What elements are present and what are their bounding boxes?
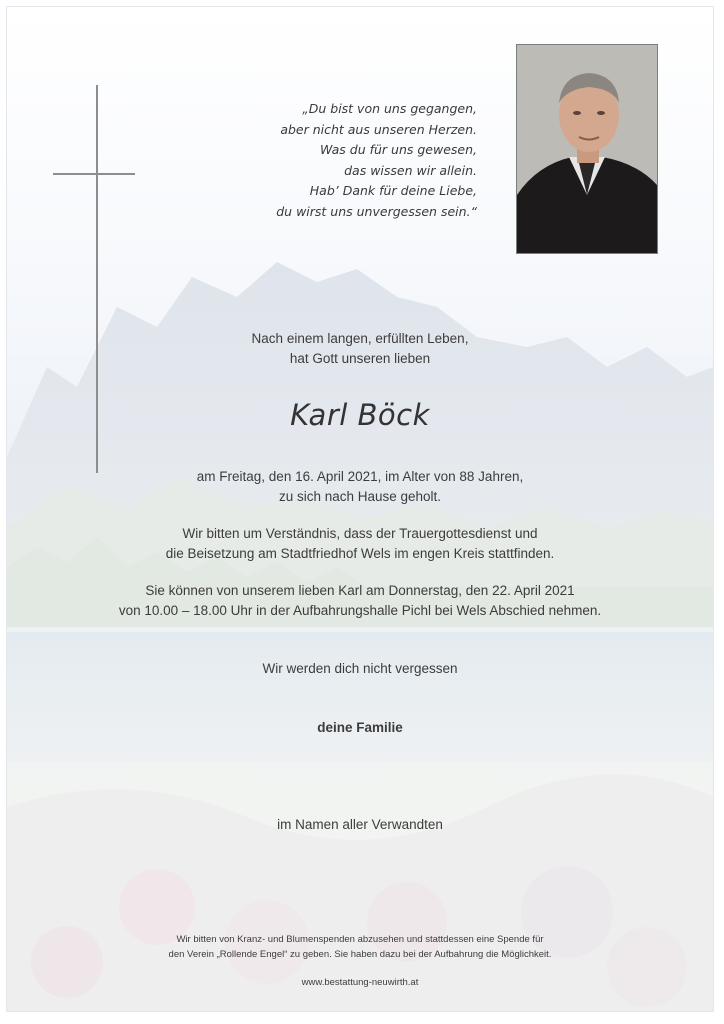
poem-line: „Du bist von uns gegangen, — [302, 101, 477, 116]
funeral-line: Wir bitten um Verständnis, dass der Trauergottesdienst und — [182, 526, 538, 541]
death-line: am Freitag, den 16. April 2021, im Alter von 88 Jahren, — [196, 469, 524, 484]
website-link: www.bestattung-neuwirth.at — [301, 977, 419, 988]
poem-line: das wissen wir allein. — [344, 162, 477, 178]
viewing-line: von 10.00 – 18.00 Uhr in der Aufbahrungshalle Pichl bei Wels Abschied nehmen. — [118, 603, 602, 618]
memorial-poem — [207, 99, 477, 223]
intro-line: Nach einem langen, erfüllten Leben, — [251, 331, 469, 346]
funeral-line: die Beisetzung am Stadtfriedhof Wels im engen Kreis stattfinden. — [165, 546, 555, 561]
poem-line: aber nicht aus unseren Herzen. — [280, 121, 477, 137]
relatives-line: im Namen aller Verwandten — [277, 817, 443, 832]
poem-line: du wirst uns unvergessen sein.“ — [276, 203, 477, 219]
donation-line: den Verein „Rollende Engel“ zu geben. Sie haben dazu bei der Aufbahrung die Möglichkeit. — [168, 949, 552, 960]
poem-line: Hab’ Dank für deine Liebe, — [309, 183, 477, 199]
viewing-notice — [7, 581, 713, 621]
death-line: zu sich nach Hause geholt. — [278, 489, 442, 504]
donation-notice — [7, 932, 713, 962]
obituary-page — [6, 6, 714, 1012]
poem-line: Was du für uns gewesen, — [319, 142, 477, 158]
donation-line: Wir bitten von Kranz- und Blumenspenden abzusehen und stattdessen eine Spende für — [176, 934, 544, 945]
death-notice — [7, 467, 713, 507]
family-signature: deine Familie — [317, 720, 403, 735]
cross-horizontal-line — [53, 173, 135, 175]
deceased-name: Karl Böck — [290, 398, 430, 432]
funeral-notice — [7, 524, 713, 564]
closing-line: Wir werden dich nicht vergessen — [262, 661, 458, 676]
intro-text — [7, 329, 713, 369]
intro-line: hat Gott unseren lieben — [289, 351, 431, 366]
viewing-line: Sie können von unserem lieben Karl am Donnerstag, den 22. April 2021 — [145, 583, 575, 598]
portrait-photo — [516, 44, 658, 254]
